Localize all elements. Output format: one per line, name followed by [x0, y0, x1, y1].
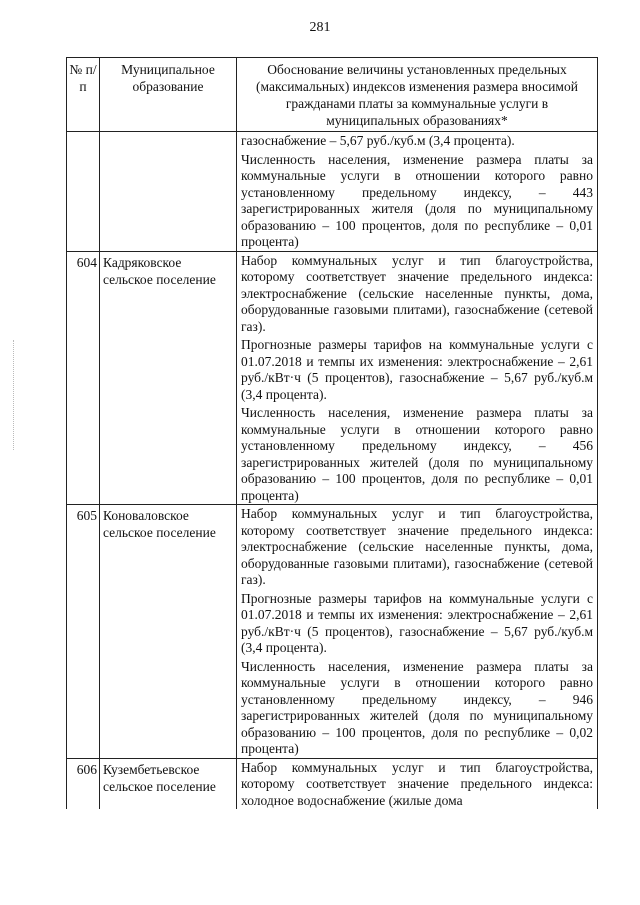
table-row — [67, 251, 598, 505]
justification-paragraph: Набор коммунальных услуг и тип благоустройства, которому соответствует значение предельного индекса: электроснабжение (сельские населенные пункты, дома, оборудованные газовыми плитами), газоснабжение (сетевой газ). — [241, 252, 593, 334]
header-num: № п/п — [67, 58, 100, 132]
table-row — [67, 505, 598, 759]
table-row — [67, 758, 598, 809]
page-number: 281 — [309, 20, 331, 35]
justification-paragraph: Численность населения, изменение размера платы за коммунальные услуги в отношении которого равно установленному предельному индексу, – 443 зарегистрированных жителя (доля по муниципальному образованию – 100 процентов, доля по республике – 0,01 процента) — [241, 151, 593, 249]
justification-paragraph: Численность населения, изменение размера платы за коммунальные услуги в отношении которого равно установленному предельному индексу, – 946 зарегистрированных жителей (доля по муниципальному образованию – 100 процентов, доля по республике – 0,02 процента) — [241, 658, 593, 756]
justification-paragraph: Прогнозные размеры тарифов на коммунальные услуги с 01.07.2018 и темпы их изменения: электроснабжение – 2,61 руб./кВт·ч (5 процентов), газоснабжение – 5,67 руб./куб.м (3,4 процента). — [241, 590, 593, 655]
row-justification — [237, 505, 598, 759]
justification-paragraph: Численность населения, изменение размера платы за коммунальные услуги в отношении которого равно установленному предельному индексу, – 456 зарегистрированных жителей (доля по муниципальному образованию – 100 процентов, доля по республике – 0,01 процента) — [241, 405, 593, 503]
header-justification: Обоснование величины установленных предельных (максимальных) индексов изменения размера вносимой гражданами платы за коммунальные услуги в муниципальных образованиях* — [237, 58, 598, 132]
table-header-row — [67, 58, 598, 132]
justification-paragraph: газоснабжение – 5,67 руб./куб.м (3,4 процента). — [241, 133, 515, 148]
row-justification — [237, 132, 598, 252]
row-justification — [237, 758, 598, 809]
justification-paragraph: Набор коммунальных услуг и тип благоустройства, которому соответствует значение предельного индекса: электроснабжение (сельские населенные пункты, дома, оборудованные газовыми плитами), газоснабжение (сетевой газ). — [241, 506, 593, 587]
justification-paragraph: Прогнозные размеры тарифов на коммунальные услуги с 01.07.2018 и темпы их изменения: электроснабжение – 2,61 руб./кВт·ч (5 процентов), газоснабжение – 5,67 руб./куб.м (3,4 процента). — [241, 337, 593, 402]
row-num: 604 — [67, 251, 100, 505]
row-municipality: Кузембетьевское сельское поселение — [100, 758, 237, 809]
justification-paragraph: Набор коммунальных услуг и тип благоустройства, которому соответствует значение предельного индекса: холодное водоснабжение (жилые дома — [241, 759, 593, 808]
margin-scan-artifact — [13, 340, 15, 450]
row-justification — [237, 251, 598, 505]
row-municipality — [100, 132, 237, 252]
table-row — [67, 132, 598, 252]
row-num: 605 — [67, 505, 100, 759]
row-num: 606 — [67, 758, 100, 809]
row-municipality: Коноваловское сельское поселение — [100, 505, 237, 759]
tariff-table — [66, 57, 598, 809]
header-municipality: Муниципальное образование — [100, 58, 237, 132]
row-municipality: Кадряковское сельское поселение — [100, 251, 237, 505]
row-num — [67, 132, 100, 252]
